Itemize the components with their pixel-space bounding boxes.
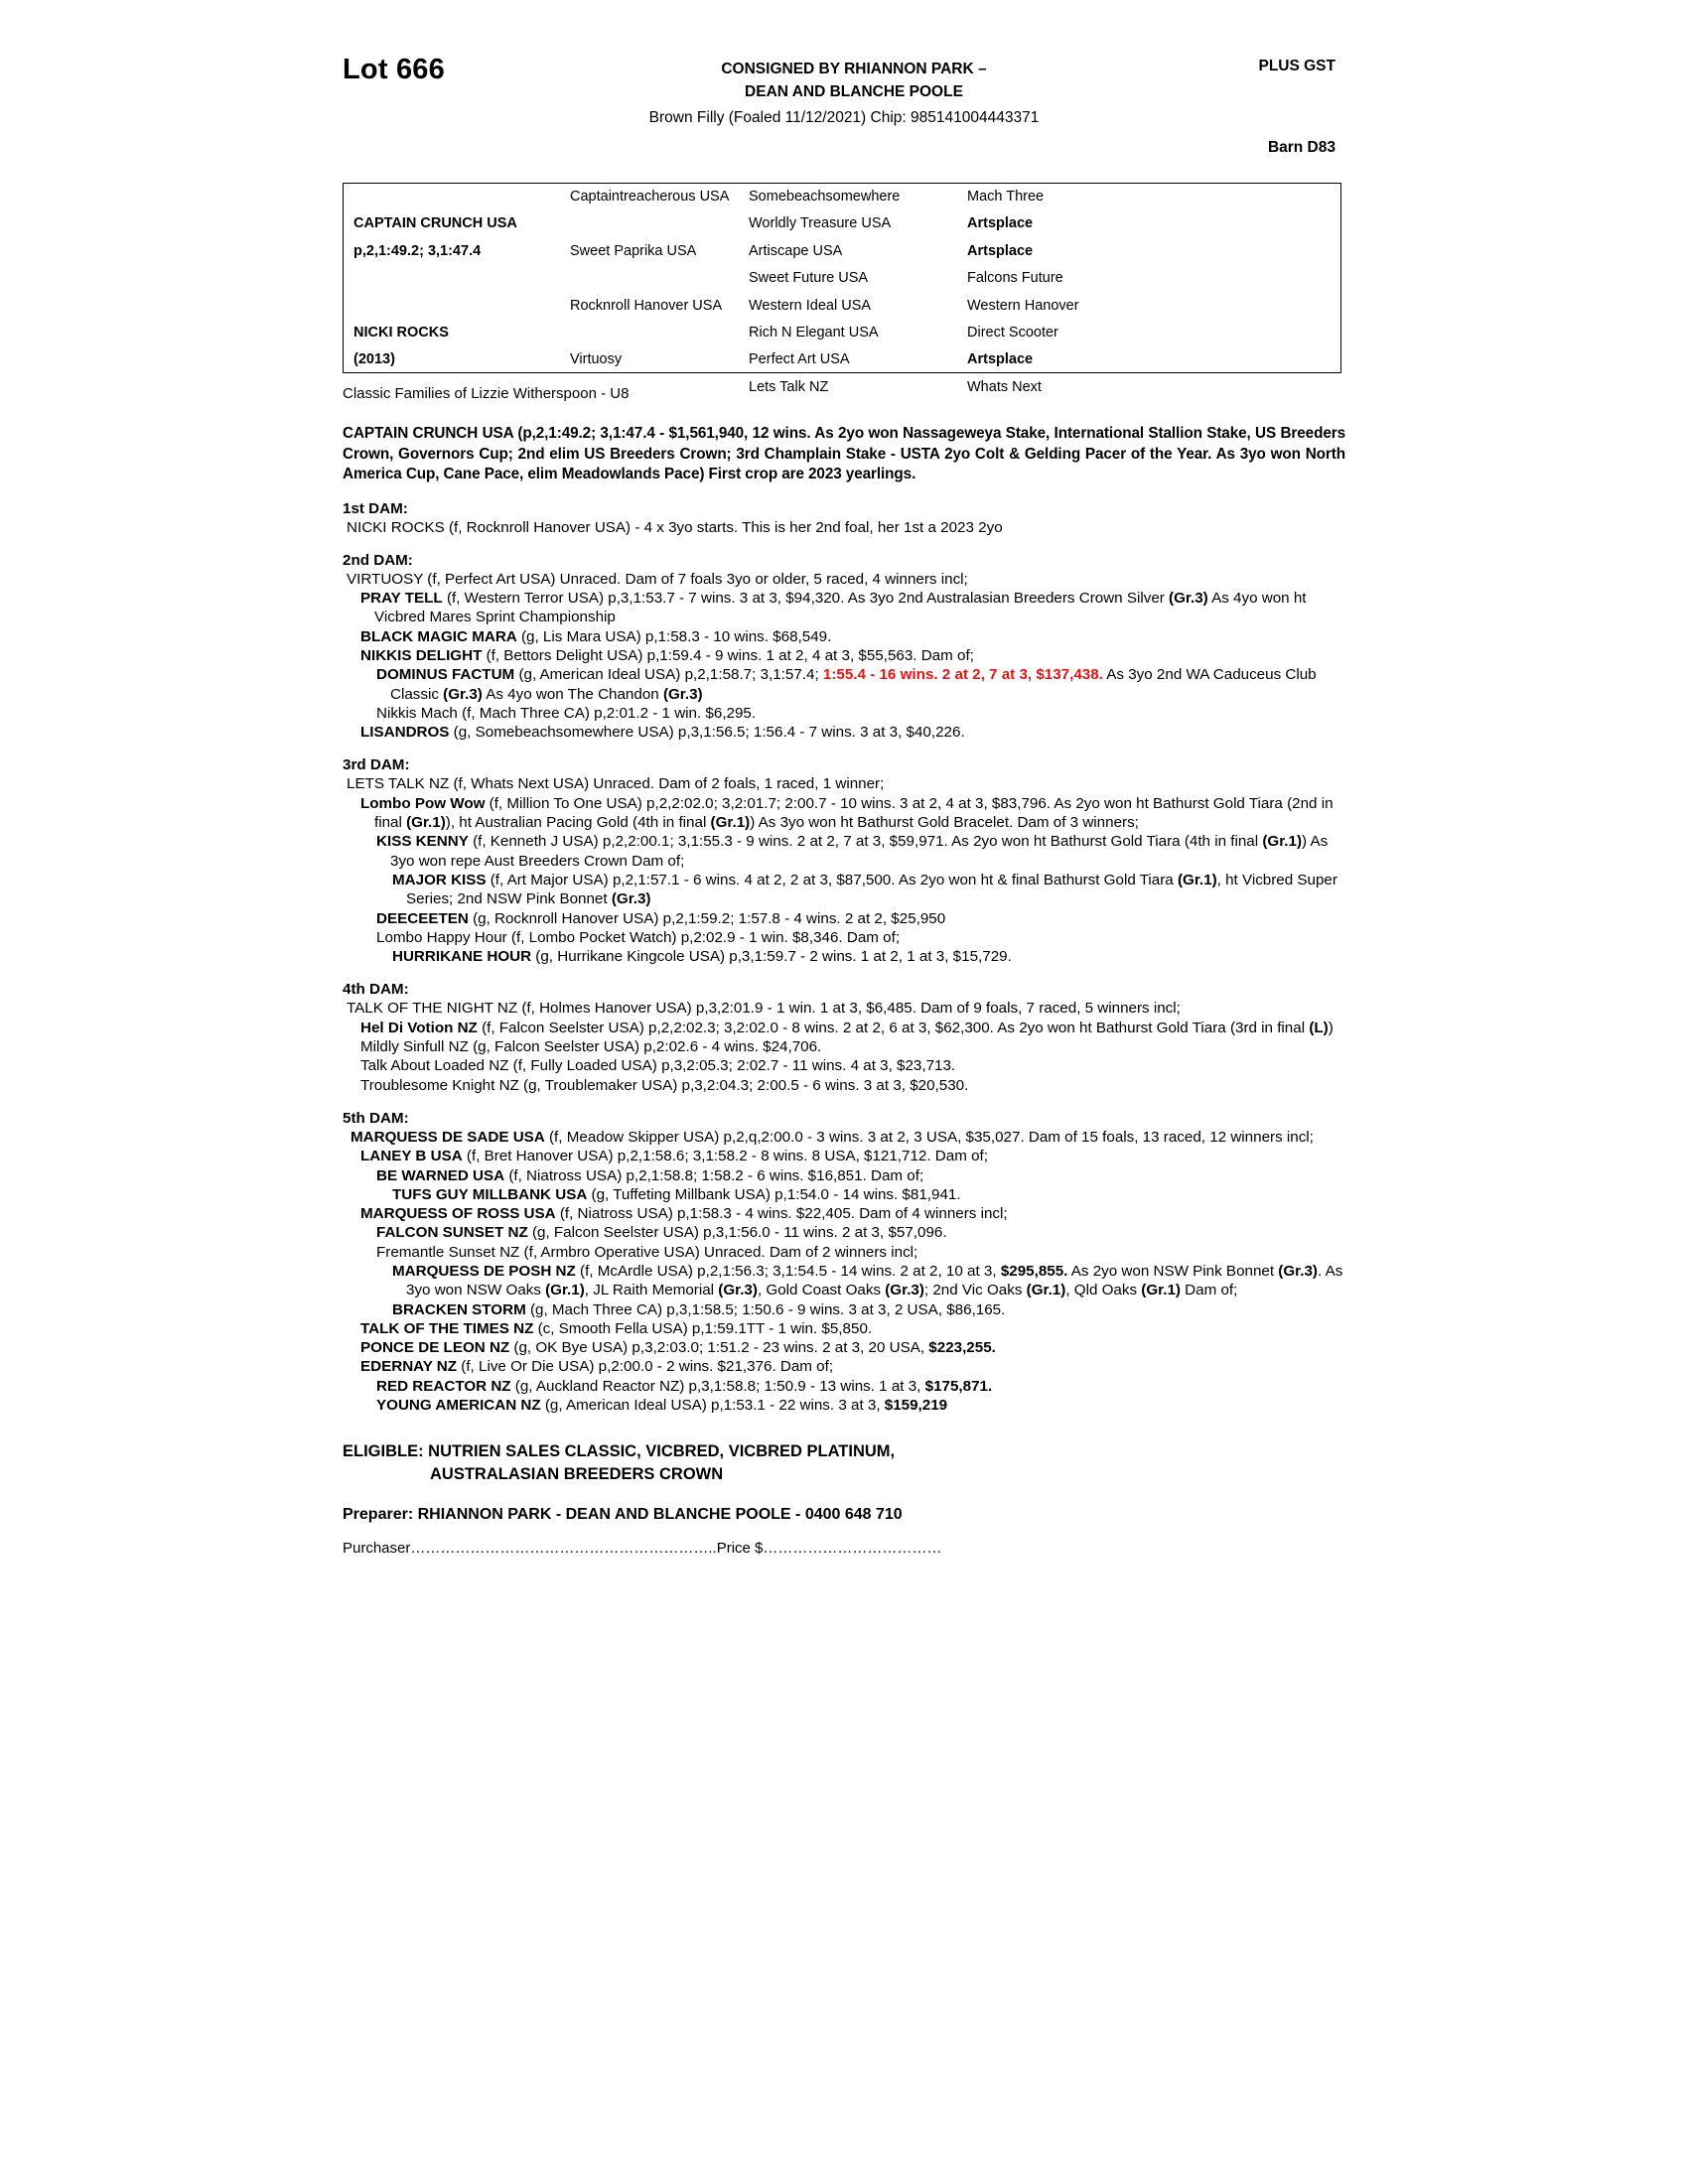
pedigree-column-sire-dam [353,184,572,374]
pedigree-entry: LETS TALK NZ (f, Whats Next USA) Unraced. Dam of 2 foals, 1 raced, 1 winner; [347,775,885,793]
pedigree-entry: HURRIKANE HOUR (g, Hurrikane Kingcole USA) p,3,1:59.7 - 2 wins. 1 at 2, 1 at 3, $15,729. [392,948,1012,966]
pedigree-cell: Worldly Treasure USA [749,215,892,232]
eligibility-line-2: AUSTRALASIAN BREEDERS CROWN [430,1465,724,1484]
pedigree-cell [353,184,572,210]
pedigree-cell: Rich N Elegant USA [749,324,879,341]
consignor-line-2: DEAN AND BLANCHE POOLE [745,83,963,100]
pedigree-entry: Talk About Loaded NZ (f, Fully Loaded USA) p,3,2:05.3; 2:02.7 - 11 wins. 4 at 3, $23,713. [360,1057,956,1075]
pedigree-cell: Falcons Future [967,270,1063,287]
pedigree-cell: Perfect Art USA [749,351,850,368]
pedigree-entry: YOUNG AMERICAN NZ (g, American Ideal USA) p,1:53.1 - 22 wins. 3 at 3, $159,219 [376,1397,948,1415]
pedigree-cell: Artiscape USA [749,242,843,259]
pedigree-cell: Sweet Future USA [749,270,869,287]
pedigree-cell: Sweet Paprika USA [570,242,697,259]
pedigree-entry: MAJOR KISS (f, Art Major USA) p,2,1:57.1 - 6 wins. 4 at 2, 2 at 3, $87,500. As 2yo won ht & final Bathurst Gold Tiara (Gr.1), ht Vicbred Super Series; 2nd NSW Pink Bonnet (Gr.3) [392,871,1337,908]
pedigree-cell: Captaintreacherous USA [570,189,730,205]
pedigree-cell-sire-record: p,2,1:49.2; 3,1:47.4 [353,242,482,259]
pedigree-entry: PONCE DE LEON NZ (g, OK Bye USA) p,3,2:03.0; 1:51.2 - 23 wins. 2 at 3, 20 USA, $223,255. [360,1339,996,1357]
classic-families-line: Classic Families of Lizzie Witherspoon - U8 [343,385,630,402]
pedigree-cell [353,265,572,292]
stallion-summary: CAPTAIN CRUNCH USA (p,2,1:49.2; 3,1:47.4 - $1,561,940, 12 wins. As 2yo won Nassageweya Stake, International Stallion Stake, US Breeders Crown, Governors Cup; 2nd elim US Breeders Crown; 3rd Champlain Stake - USTA 2yo Colt & Gelding Pacer of the Year. As 3yo won North America Cup, Cane Pace, elim Meadowlands Pace) First crop are 2023 yearlings. [343,425,1345,482]
pedigree-entry: MARQUESS DE SADE USA (f, Meadow Skipper USA) p,2,q,2:00.0 - 3 wins. 3 at 2, 3 USA, $35,027. Dam of 15 foals, 13 raced, 12 winners incl; [351,1128,1314,1146]
pedigree-cell: Mach Three [967,189,1045,205]
consignor-block [640,58,1067,103]
pedigree-cell-dam-year: (2013) [353,351,395,368]
pedigree-cell: Virtuosy [570,351,623,368]
pedigree-entry: MARQUESS DE POSH NZ (f, McArdle USA) p,2,1:56.3; 3,1:54.5 - 14 wins. 2 at 2, 10 at 3, $295,855. As 2yo won NSW Pink Bonnet (Gr.3). As 3yo won NSW Oaks (Gr.1), JL Raith Memorial (Gr.3), Gold Coast Oaks (Gr.3); 2nd Vic Oaks (Gr.1), Qld Oaks (Gr.1) Dam of; [392,1263,1343,1299]
pedigree-cell-dam-name: NICKI ROCKS [353,324,449,341]
pedigree-entry: BE WARNED USA (f, Niatross USA) p,2,1:58.8; 1:58.2 - 6 wins. $16,851. Dam of; [376,1166,924,1184]
pedigree-entry: NIKKIS DELIGHT (f, Bettors Delight USA) p,1:59.4 - 9 wins. 1 at 2, 4 at 3, $55,563. Dam of; [360,646,974,664]
barn-label: Barn D83 [1267,139,1336,156]
pedigree-cell: Lets Talk NZ [749,378,829,395]
catalogue-sheet [343,48,1345,1557]
eligibility-line-1: ELIGIBLE: NUTRIEN SALES CLASSIC, VICBRED, VICBRED PLATINUM, [343,1442,896,1461]
pedigree-entry: RED REACTOR NZ (g, Auckland Reactor NZ) p,3,1:58.8; 1:50.9 - 13 wins. 1 at 3, $175,871. [376,1377,993,1395]
eligibility-block [343,1440,1345,1486]
pedigree-cell [570,320,747,346]
dam-section [343,755,1345,966]
lot-number: Lot 666 [343,54,445,85]
pedigree-cell: Western Hanover [967,297,1079,314]
pedigree-cell: Artsplace [967,215,1034,232]
dam-heading: 3rd DAM: [343,756,410,774]
page-header [343,48,1345,165]
pedigree-entry: DOMINUS FACTUM (g, American Ideal USA) p,2,1:58.7; 3,1:57.4; 1:55.4 - 16 wins. 2 at 2, 7 at 3, $137,438. As 3yo 2nd WA Caduceus Club Classic (Gr.3) As 4yo won The Chandon (Gr.3) [376,666,1317,703]
pedigree-entry: Hel Di Votion NZ (f, Falcon Seelster USA) p,2,2:02.3; 3,2:02.0 - 8 wins. 2 at 2, 6 at 3, $62,300. As 2yo won ht Bathurst Gold Tiara (3rd in final (L)) [360,1019,1334,1036]
pedigree-entry: Fremantle Sunset NZ (f, Armbro Operative USA) Unraced. Dam of 2 winners incl; [376,1243,918,1261]
pedigree-entry: PRAY TELL (f, Western Terror USA) p,3,1:53.7 - 7 wins. 3 at 3, $94,320. As 3yo 2nd Australasian Breeders Crown Silver (Gr.3) As 4yo won ht Vicbred Mares Sprint Championship [360,590,1307,626]
dam-heading: 2nd DAM: [343,551,413,569]
pedigree-cell: Direct Scooter [967,324,1058,341]
dam-section [343,499,1345,537]
pedigree-entry: KISS KENNY (f, Kenneth J USA) p,2,2:00.1; 3,1:55.3 - 9 wins. 2 at 2, 7 at 3, $59,971. As 2yo won ht Bathurst Gold Tiara (4th in final (Gr.1)) As 3yo won repe Aust Breeders Crown Dam of; [376,833,1329,870]
pedigree-cell: Somebeachsomewhere [749,189,901,205]
plus-gst-label: PLUS GST [1258,58,1336,74]
pedigree-entry: FALCON SUNSET NZ (g, Falcon Seelster USA) p,3,1:56.0 - 11 wins. 2 at 3, $57,096. [376,1224,947,1242]
pedigree-entry: BRACKEN STORM (g, Mach Three CA) p,3,1:58.5; 1:50.6 - 9 wins. 3 at 3, 2 USA, $86,165. [392,1300,1006,1318]
pedigree-entry: LISANDROS (g, Somebeachsomewhere USA) p,3,1:56.5; 1:56.4 - 7 wins. 3 at 3, $40,226. [360,724,965,742]
pedigree-entry: Mildly Sinfull NZ (g, Falcon Seelster USA) p,2:02.6 - 4 wins. $24,706. [360,1038,822,1056]
dam-heading: 1st DAM: [343,499,408,517]
pedigree-cell [570,210,747,237]
pedigree-entry: Lombo Pow Wow (f, Million To One USA) p,2,2:02.0; 3,2:01.7; 2:00.7 - 10 wins. 3 at 2, 4 at 3, $83,796. As 2yo won ht Bathurst Gold Tiara (2nd in final (Gr.1)), ht Australian Pacing Gold (4th in final (Gr.1)) As 3yo won ht Bathurst Gold Bracelet. Dam of 3 winners; [360,794,1334,832]
dam-heading: 4th DAM: [343,981,409,999]
purchaser-line: Purchaser……………………………………………………..Price $……………………………… [343,1540,942,1558]
pedigree-entry: EDERNAY NZ (f, Live Or Die USA) p,2:00.0 - 2 wins. $21,376. Dam of; [360,1358,834,1376]
pedigree-cell [353,293,572,320]
consignor-line-1: CONSIGNED BY RHIANNON PARK – [721,61,987,77]
pedigree-entry: BLACK MAGIC MARA (g, Lis Mara USA) p,1:58.3 - 10 wins. $68,549. [360,627,832,645]
pedigree-cell: Whats Next [967,378,1042,395]
dam-section [343,980,1345,1094]
pedigree-cell: Artsplace [967,242,1034,259]
pedigree-entry: MARQUESS OF ROSS USA (f, Niatross USA) p,1:58.3 - 4 wins. $22,405. Dam of 4 winners incl; [360,1205,1008,1223]
pedigree-entry: Troublesome Knight NZ (g, Troublemaker USA) p,3,2:04.3; 2:00.5 - 6 wins. 3 at 3, $20,530. [360,1076,969,1094]
pedigree-column-4 [967,184,1166,401]
pedigree-entry: VIRTUOSY (f, Perfect Art USA) Unraced. Dam of 7 foals 3yo or older, 5 raced, 4 winners incl; [347,570,968,588]
dam-section [343,1109,1345,1415]
dam-sections [343,499,1345,1416]
pedigree-column-3 [749,184,965,401]
pedigree-entry: Lombo Happy Hour (f, Lombo Pocket Watch) p,2:02.9 - 1 win. $8,346. Dam of; [376,928,901,946]
pedigree-entry: TALK OF THE NIGHT NZ (f, Holmes Hanover USA) p,3,2:01.9 - 1 win. 1 at 3, $6,485. Dam of 9 foals, 7 raced, 5 winners incl; [347,1000,1181,1018]
pedigree-cell: Western Ideal USA [749,297,872,314]
pedigree-cell [570,265,747,292]
pedigree-column-2 [570,184,747,374]
pedigree-entry: DEECEETEN (g, Rocknroll Hanover USA) p,2,1:59.2; 1:57.8 - 4 wins. 2 at 2, $25,950 [376,909,946,927]
pedigree-cell: Rocknroll Hanover USA [570,297,723,314]
foaling-details: Brown Filly (Foaled 11/12/2021) Chip: 985141004443371 [648,109,1040,126]
dam-heading: 5th DAM: [343,1109,409,1127]
pedigree-entry: LANEY B USA (f, Bret Hanover USA) p,2,1:58.6; 3,1:58.2 - 8 wins. 8 USA, $121,712. Dam of; [360,1148,988,1165]
pedigree-entry: Nikkis Mach (f, Mach Three CA) p,2:01.2 - 1 win. $6,295. [376,704,757,722]
dam-section [343,551,1345,743]
pedigree-entry: NICKI ROCKS (f, Rocknroll Hanover USA) - 4 x 3yo starts. This is her 2nd foal, her 1st a 2023 2yo [347,518,1003,536]
pedigree-entry: TALK OF THE TIMES NZ (c, Smooth Fella USA) p,1:59.1TT - 1 win. $5,850. [360,1319,873,1337]
pedigree-cell: Artsplace [967,351,1034,368]
preparer-line: Preparer: RHIANNON PARK - DEAN AND BLANCHE POOLE - 0400 648 710 [343,1506,903,1524]
pedigree-entry: TUFS GUY MILLBANK USA (g, Tuffeting Millbank USA) p,1:54.0 - 14 wins. $81,941. [392,1185,961,1203]
pedigree-cell-sire-name: CAPTAIN CRUNCH USA [353,215,517,232]
